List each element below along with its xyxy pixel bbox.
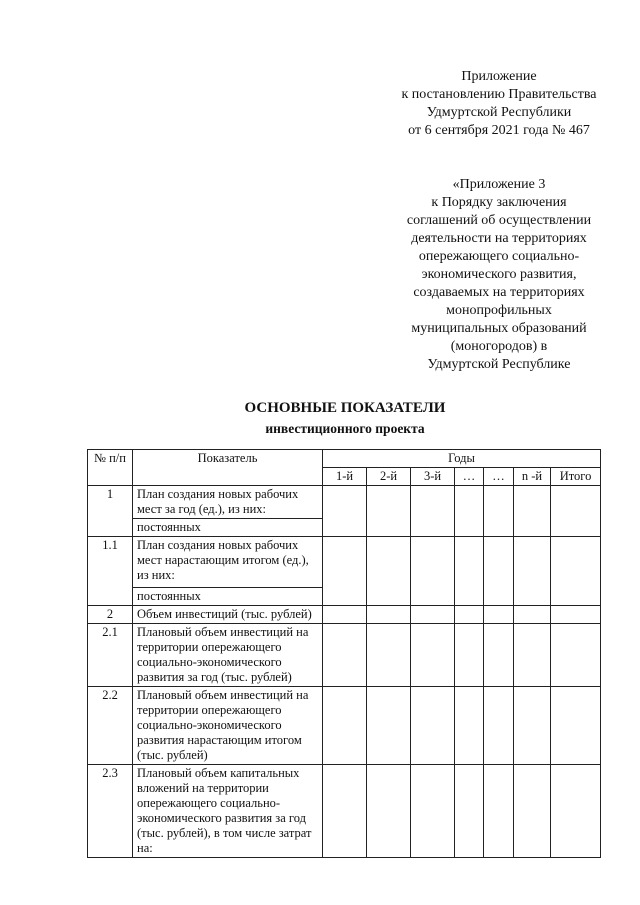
year-col-header: n -й <box>514 468 551 486</box>
annex3-line: к Порядку заключения <box>431 195 567 210</box>
total-col-header: Итого <box>551 468 601 486</box>
table-row <box>88 537 601 588</box>
row-num: 2.2 <box>88 687 133 765</box>
col-num-header: № п/п <box>88 450 133 486</box>
annex3-line: соглашений об осуществлении <box>406 213 592 228</box>
row-indicator: Объем инвестиций (тыс. рублей) <box>133 606 323 624</box>
col-years-header: Годы <box>323 450 601 468</box>
row-indicator: Плановый объем капитальных вложений на территории опережающего социально-экономического развития за год (тыс. рублей), в том числе затрат на: <box>133 765 323 858</box>
annex3-line: муниципальных образований <box>411 321 587 336</box>
table-row <box>88 486 601 519</box>
table-header-row <box>88 450 601 468</box>
row-indicator: Плановый объем инвестиций на территории опережающего социально-экономического развития за год (тыс. рублей) <box>133 624 323 687</box>
year-col-header: 2-й <box>367 468 411 486</box>
annex3-line: экономического развития, <box>421 267 577 282</box>
annex3-line: опережающего социально- <box>418 249 580 264</box>
annex3-line: Удмуртской Республике <box>427 357 571 372</box>
document-title: ОСНОВНЫЕ ПОКАЗАТЕЛИ <box>244 400 446 416</box>
row-indicator: План создания новых рабочих мест за год (ед.), из них: <box>133 486 323 519</box>
year-col-header: … <box>455 468 484 486</box>
annex3-line: монопрофильных <box>446 303 552 318</box>
annex3-header <box>370 176 628 374</box>
annex-line: к постановлению Правительства <box>401 87 597 102</box>
table-row <box>88 765 601 858</box>
annex3-line: создаваемых на территориях <box>413 285 585 300</box>
year-col-header: … <box>484 468 514 486</box>
table-row <box>88 606 601 624</box>
annex-line: от 6 сентября 2021 года № 467 <box>408 123 590 138</box>
year-col-header: 3-й <box>411 468 455 486</box>
annex3-line: деятельности на территориях <box>411 231 587 246</box>
row-sub-indicator: постоянных <box>133 588 323 606</box>
col-indicator-header: Показатель <box>133 450 323 486</box>
table-row <box>88 624 601 687</box>
row-sub-indicator: постоянных <box>133 519 323 537</box>
row-num: 1 <box>88 486 133 537</box>
document-subtitle: инвестиционного проекта <box>265 421 425 436</box>
annex3-line: «Приложение 3 <box>452 177 546 192</box>
year-col-header: 1-й <box>323 468 367 486</box>
annex-line: Приложение <box>461 69 537 84</box>
row-indicator: План создания новых рабочих мест нарастающим итогом (ед.), из них: <box>133 537 323 588</box>
row-num: 2 <box>88 606 133 624</box>
annex-header <box>370 68 628 140</box>
row-num: 1.1 <box>88 537 133 606</box>
indicators-table <box>87 449 601 858</box>
row-indicator: Плановый объем инвестиций на территории опережающего социально-экономического развития нарастающим итогом (тыс. рублей) <box>133 687 323 765</box>
annex-line: Удмуртской Республики <box>426 105 572 120</box>
row-num: 2.1 <box>88 624 133 687</box>
row-num: 2.3 <box>88 765 133 858</box>
table-row <box>88 687 601 765</box>
annex3-line: (моногородов) в <box>450 339 548 354</box>
